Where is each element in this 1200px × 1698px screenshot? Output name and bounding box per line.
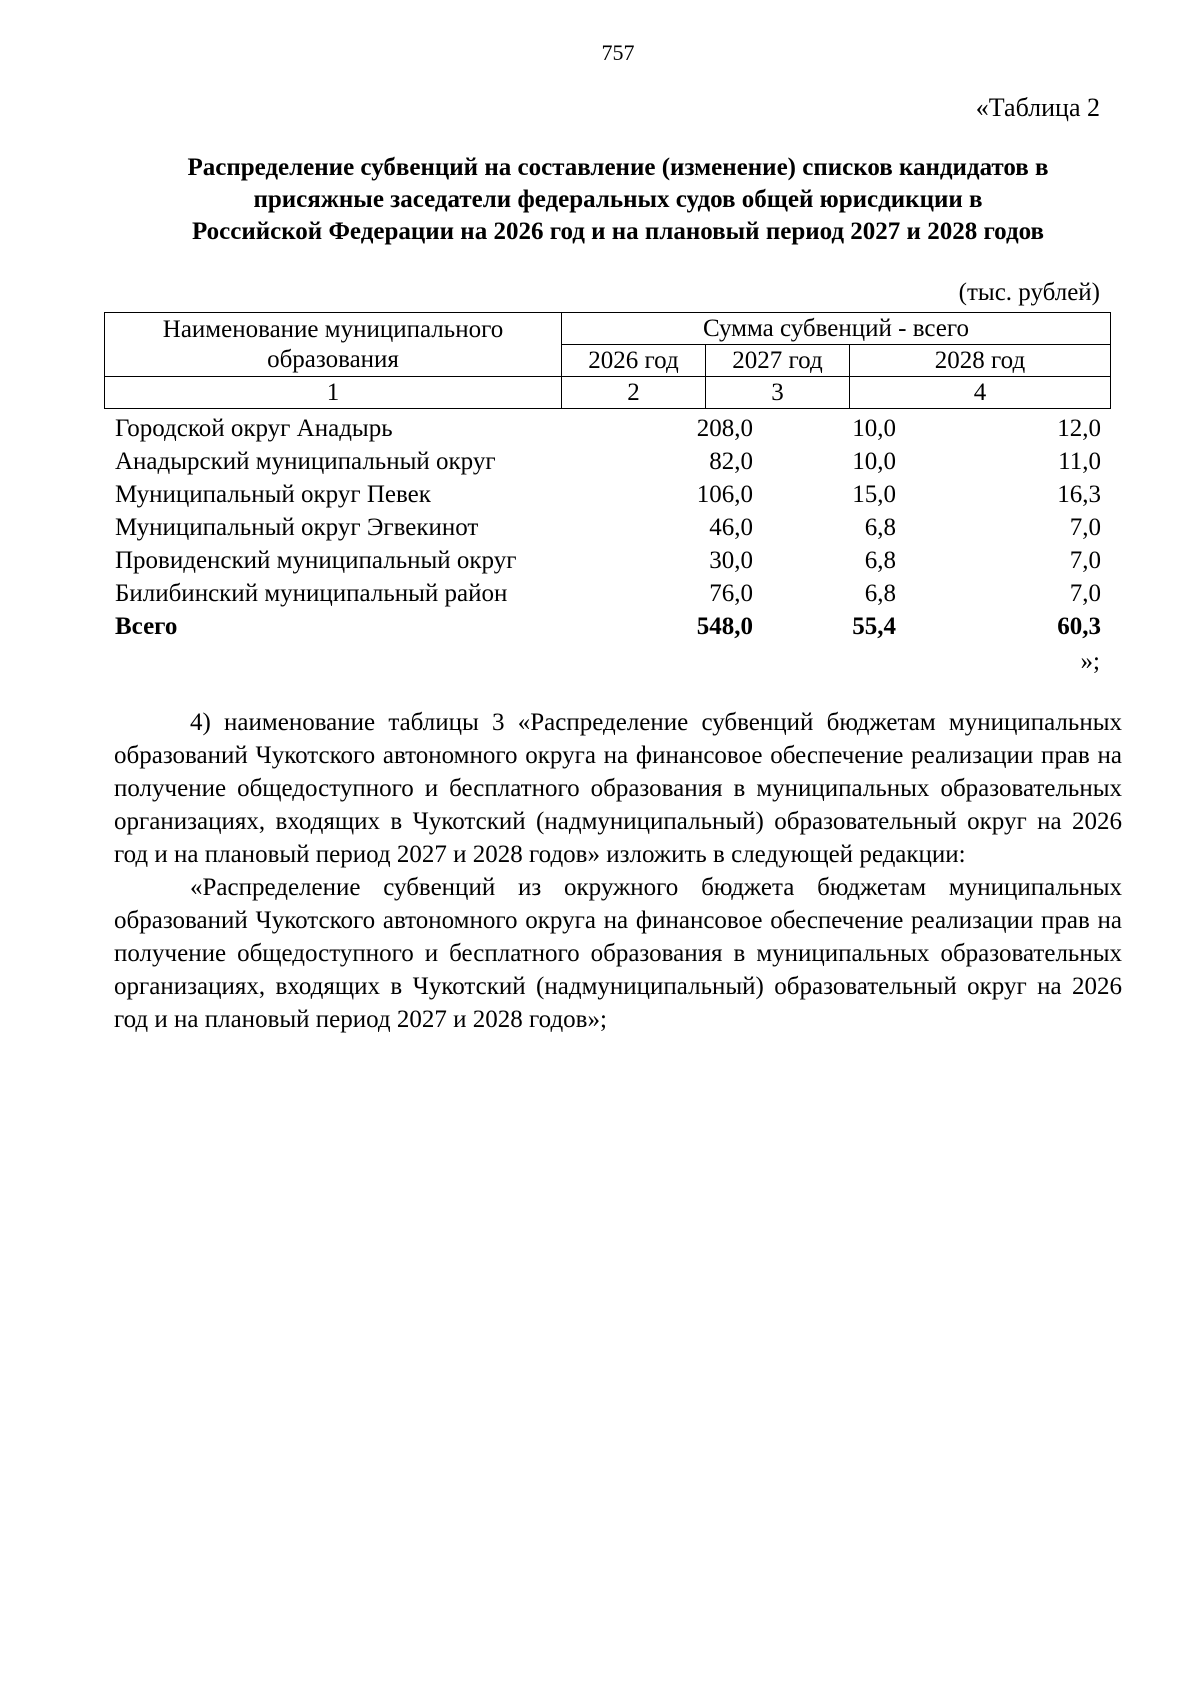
value-2028: 16,3 <box>1057 481 1101 508</box>
total-row <box>104 610 1111 643</box>
value-2026: 76,0 <box>709 580 753 607</box>
total-2027: 55,4 <box>852 613 896 640</box>
table-row <box>104 412 1111 445</box>
value-2028: 7,0 <box>1069 580 1101 607</box>
header-year-2026: 2026 год <box>562 345 706 377</box>
value-2027: 10,0 <box>852 415 896 442</box>
value-2026: 106,0 <box>696 481 753 508</box>
units-label: (тыс. рублей) <box>958 279 1100 306</box>
title-line: присяжные заседатели федеральных судов общей юрисдикции в <box>253 186 983 213</box>
table-header-grid <box>104 312 1111 409</box>
value-2028: 11,0 <box>1058 448 1101 475</box>
column-number: 3 <box>706 377 850 409</box>
municipality-name: Муниципальный округ Певек <box>115 481 431 508</box>
value-2028: 12,0 <box>1057 415 1101 442</box>
header-sum-group: Сумма субвенций - всего <box>562 313 1111 345</box>
table-row <box>104 544 1111 577</box>
document-title <box>110 152 1126 248</box>
table-row <box>104 478 1111 511</box>
paragraph: «Распределение субвенций из окружного бюджета бюджетам муниципальных образований Чукотского автономного округа на финансовое обеспечение реализации прав на получение общедоступного и бесплатного образования в муниципальных образовательных организациях, входящих в Чукотский (надмуниципальный) образовательный округ на 2026 год и на плановый период 2027 и 2028 годов»; <box>114 874 1122 1033</box>
value-2026: 208,0 <box>696 415 753 442</box>
table-row <box>104 577 1111 610</box>
column-number: 1 <box>105 377 562 409</box>
data-table <box>104 412 1111 643</box>
municipality-name: Городской округ Анадырь <box>115 415 393 442</box>
table-row <box>104 445 1111 478</box>
header-year-2028: 2028 год <box>850 345 1111 377</box>
municipality-name: Анадырский муниципальный округ <box>115 448 496 475</box>
column-number: 4 <box>850 377 1111 409</box>
value-2026: 30,0 <box>709 547 753 574</box>
total-2028: 60,3 <box>1057 613 1101 640</box>
value-2026: 82,0 <box>709 448 753 475</box>
value-2028: 7,0 <box>1069 514 1101 541</box>
municipality-name: Провиденский муниципальный округ <box>115 547 517 574</box>
table-reference: «Таблица 2 <box>975 93 1100 122</box>
table-closing-quote: »; <box>1080 648 1100 675</box>
value-2027: 6,8 <box>864 547 896 574</box>
table-row <box>104 511 1111 544</box>
value-2027: 10,0 <box>852 448 896 475</box>
paragraph: 4) наименование таблицы 3 «Распределение субвенций бюджетам муниципальных образований Чукотского автономного округа на финансовое обеспечение реализации прав на получение общедоступного и бесплатного образования в муниципальных образовательных организациях, входящих в Чукотский (надмуниципальный) образовательный округ на 2026 год и на плановый период 2027 и 2028 годов» изложить в следующей редакции: <box>114 709 1122 868</box>
value-2027: 6,8 <box>864 514 896 541</box>
page-number: 757 <box>601 40 635 65</box>
title-line: Распределение субвенций на составление (изменение) списков кандидатов в <box>187 154 1049 181</box>
header-year-2027: 2027 год <box>706 345 850 377</box>
value-2027: 6,8 <box>864 580 896 607</box>
total-label: Всего <box>115 613 178 640</box>
value-2027: 15,0 <box>852 481 896 508</box>
header-name-column: Наименование муниципального образования <box>105 313 562 377</box>
value-2026: 46,0 <box>709 514 753 541</box>
value-2028: 7,0 <box>1069 547 1101 574</box>
column-number: 2 <box>562 377 706 409</box>
title-line: Российской Федерации на 2026 год и на плановый период 2027 и 2028 годов <box>191 218 1044 245</box>
total-2026: 548,0 <box>696 613 753 640</box>
municipality-name: Муниципальный округ Эгвекинот <box>115 514 479 541</box>
municipality-name: Билибинский муниципальный район <box>115 580 508 607</box>
body-text <box>114 706 1122 1036</box>
